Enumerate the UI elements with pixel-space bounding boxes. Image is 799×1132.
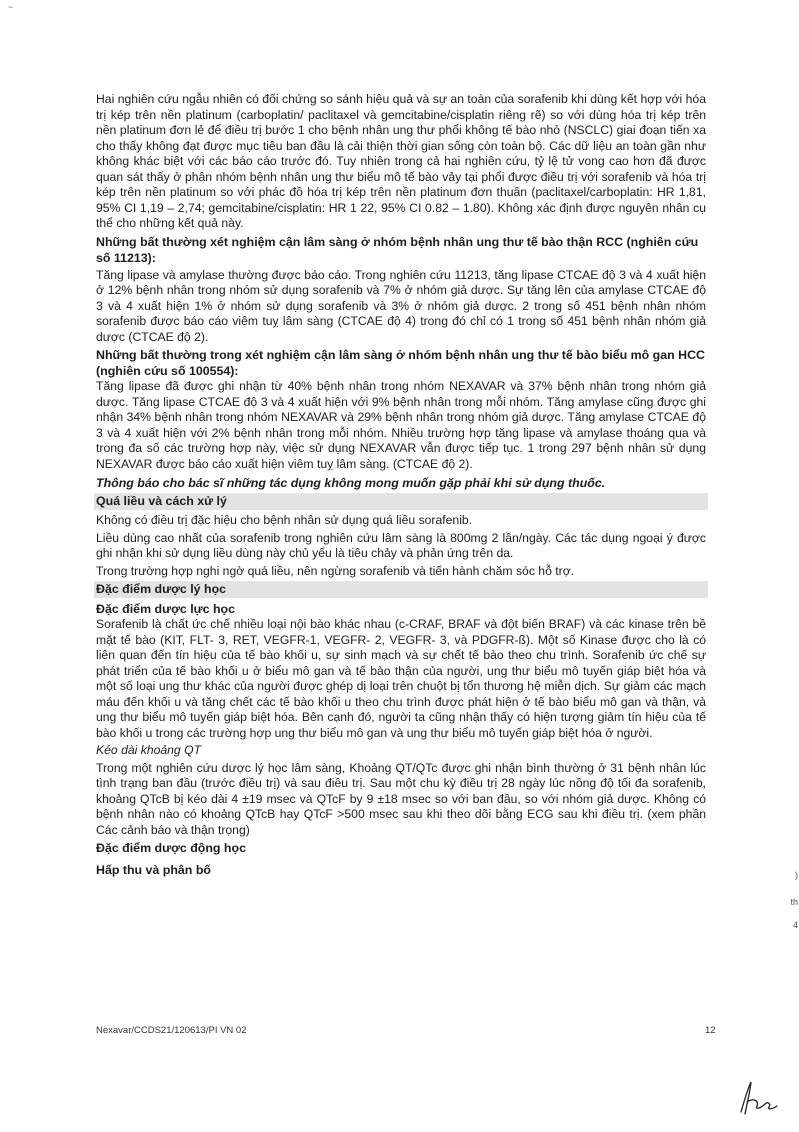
paragraph-rcc-lab: Tăng lipase và amylase thường được báo cáo. Trong nghiên cứu 11213, tăng lipase CTCAE độ 3 và 4 xuất hiện ở 12% bệnh nhân trong nhóm sử dụng sorafenib và 7% ở nhóm giả dược. Sự tăng lên của amylase CTCAE độ 3 và 4 xuất hiện 1% ở nhóm sử dụng sorafenib và 3% ở nhóm giả dược. 2 trong số 451 bệnh nhân nhóm sorafenib được báo cáo viêm tuỵ lâm sàng (CTCAE độ 4) trong đó chỉ có 1 trong số 451 bệnh nhân nhóm giả dược (CTCAE độ 2). bbox=[96, 267, 706, 344]
footer-page-number: 12 bbox=[705, 1025, 716, 1036]
section-band-pharmacology: Đặc điểm dược lý học bbox=[94, 581, 708, 598]
heading-pharmacodynamics: Đặc điểm dược lực học bbox=[96, 602, 235, 616]
edge-mark: 4 bbox=[792, 920, 798, 930]
paragraph-hcc-lab: Tăng lipase đã được ghi nhận từ 40% bệnh nhân trong nhóm NEXAVAR và 37% bệnh nhân trong nhóm giả dược. Tăng lipase CTCAE độ 3 và 4 xuất hiện với 9% bệnh nhân trong mỗi nhóm. Tăng amylase cũng được ghi nhận 34% bệnh nhân trong nhóm NEXAVAR và 29% bệnh nhân trong nhóm giả dược. Tăng amylase CTCAE độ 3 và 4 xuất hiện với 2% bệnh nhân trong mỗi nhóm. Nhiều trường hợp tăng lipase và amylase thoáng qua và trong đa số các trường hợp này, việc sử dụng NEXAVAR vẫn được tiếp tục. 1 trong 297 bệnh nhân sử dụng NEXAVAR được báo cáo xuất hiện viêm tuỵ lâm sàng. (CTCAE độ 2). bbox=[96, 379, 706, 471]
paragraph-qt: Trong một nghiên cứu dược lý học lâm sàng, Khoảng QT/QTc được ghi nhận bình thường ở 31 bệnh nhân lúc tình trạng ban đầu (trước điều trị) và sau điều trị. Sau một chu kỳ điều trị 28 ngày lúc nồng độ tối đa sorafenib, khoảng QTcB bị kéo dài 4 ±19 msec và QTcF by 9 ±18 msec so với ban đầu, so với nhóm giả dược. Không có bệnh nhân nào có khoảng QTcB hay QTcF >500 msec sau khi theo dõi bằng ECG sau khi điều trị. (xem phần Các cảnh báo và thận trọng) bbox=[96, 760, 706, 837]
heading-hcc-lab-abnormalities: Những bất thường trong xét nghiệm cận lâm sàng ở nhóm bệnh nhân ung thư tế bào biểu mô gan HCC (nghiên cứu số 100554): bbox=[96, 348, 705, 378]
paragraph-overdose-2: Liều dùng cao nhất của sorafenib trong nghiên cứu lâm sàng là 800mg 2 lần/ngày. Các tác dụng ngoại ý được ghi nhận khi sử dụng liều dùng này chủ yếu là tiêu chảy và phản ứng trên da. bbox=[96, 530, 706, 560]
document-page bbox=[96, 92, 706, 878]
subheading-qt-prolongation: Kéo dài khoảng QT bbox=[96, 743, 202, 757]
footer-document-code: Nexavar/CCDS21/120613/PI VN 02 bbox=[96, 1025, 247, 1036]
paragraph-overdose-1: Không có điều trị đặc hiệu cho bệnh nhân sử dụng quá liều sorafenib. bbox=[96, 513, 473, 527]
paragraph-nsclc: Hai nghiên cứu ngẫu nhiên có đối chứng so sánh hiệu quả và sự an toàn của sorafenib khi dùng kết hợp với hóa trị kép trên nền platinum (carboplatin/ paclitaxel và gemcitabine/cisplatin riêng rẽ) so với dùng hóa trị kép trên nền platinum đơn lẻ để điều trị bước 1 cho bệnh nhân ung thư phổi không tế bào nhỏ (NSCLC) giai đoạn tiến xa cho thấy không đạt được mục tiêu ban đầu là cải thiện thời gian sống còn toàn bộ. Các dữ liệu an toàn gần như không khác biệt với các báo cáo trước đó. Tuy nhiên trong cả hai nghiên cứu, tỷ lệ tử vong cao hơn đã được quan sát thấy ở phân nhóm bệnh nhân ung thư biểu mô tế bào vảy tại phổi được điều trị với sorafenib và hóa trị kép trên nền platinum so với phác đồ hóa trị kép trên nền platinum đơn thuần (paclitaxel/carboplatin: HR 1,81, 95% CI 1,19 – 2,74; gemcitabine/cisplatin: HR 1 22, 95% CI 0.82 – 1.80). Không xác định được nguyên nhân cụ thể cho những kết quả này. bbox=[96, 92, 706, 230]
edge-mark: th bbox=[790, 897, 798, 907]
edge-mark: ) bbox=[795, 870, 798, 880]
adverse-effects-notice: Thông báo cho bác sĩ những tác dụng không mong muốn gặp phải khi sử dụng thuốc. bbox=[96, 476, 606, 490]
heading-rcc-lab-abnormalities: Những bất thường xét nghiệm cận lâm sàng ở nhóm bệnh nhân ung thư tế bào thận RCC (nghiên cứu số 11213): bbox=[96, 234, 699, 265]
signature-stroke bbox=[741, 1082, 777, 1114]
paragraph-overdose-3: Trong trường hợp nghi ngờ quá liều, nên ngừng sorafenib và tiến hành chăm sóc hỗ trợ. bbox=[96, 563, 575, 578]
heading-absorption-distribution: Hấp thu và phân bố bbox=[96, 863, 211, 877]
paragraph-pharmacodynamics: Sorafenib là chất ức chế nhiều loại nội bào khác nhau (c-CRAF, BRAF và đột biến BRAF) và các kinase trên bề mặt tế bào (KIT, FLT- 3, RET, VEGFR-1, VEGFR- 2, VEGFR- 3, và PDGFR-ß). Một số Kinase được cho là có liên quan đến tín hiệu của tế bào khối u, sự sinh mạch và sự chết tế bào theo chu trình. Sorafenib ức chế sự phát triển của tế bào khối u ở biểu mô gan và tế bào thận của người, ung thư biểu mô tuyến giáp biệt hóa và một số loại ung thư khác của người được ghép dị loại trên chuột bị tổn thương hệ miễn dịch. Sự giảm các mạch máu đến khối u và tăng chết các tế bào khối u theo chu trình được phát hiện ở tế bào biểu mô gan và thận, và ung thư biểu mô tuyến giáp biệt hóa. Bên cạnh đó, người ta cũng nhận thấy có hiện tượng giảm tín hiệu của tế bào khối u trong các trường hợp ung thư biểu mô gan và ung thư biểu mô tuyến giáp biệt hóa ở người. bbox=[96, 617, 706, 740]
scan-corner-mark: ~ bbox=[8, 2, 14, 12]
handwritten-signature bbox=[735, 1078, 779, 1118]
section-band-overdose: Quá liều và cách xử lý bbox=[94, 493, 708, 510]
heading-pharmacokinetics: Đặc điểm dược động học bbox=[96, 841, 246, 855]
scan-edge-marks bbox=[789, 515, 799, 935]
